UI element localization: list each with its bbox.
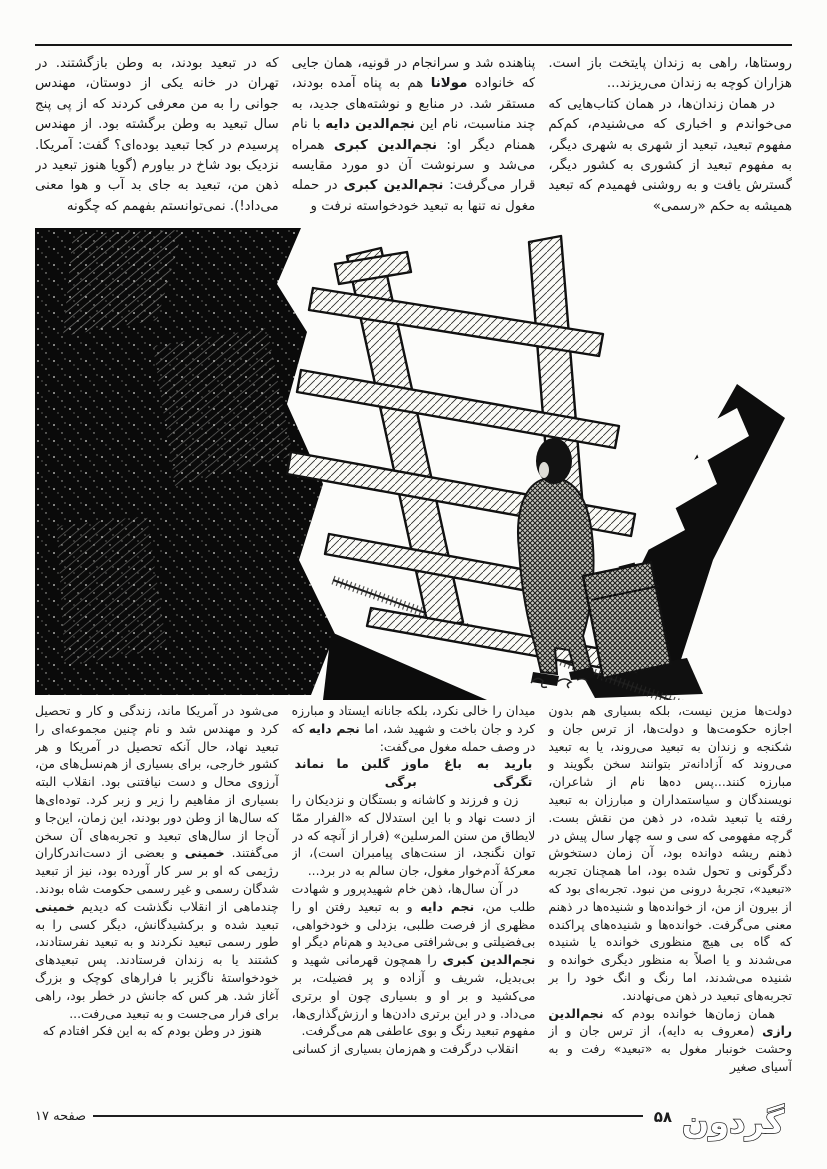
top-column-middle xyxy=(292,54,536,226)
top-column-left xyxy=(35,54,279,226)
verse-line: بارید به باغ ما تگرگی وز گلبن ما نماند برگی xyxy=(294,756,533,790)
top-column-right xyxy=(548,54,792,226)
footer-rule xyxy=(93,1115,643,1117)
paragraph: دولت‌ها مزین نیست، بلکه بسیاری هم بدون اجازه حکومت‌ها و دولت‌ها، از ترس جان و شکنجه و زندان به تبعید می‌روند، یا به تبعید می‌روند که آزادانه‌تر بتوانند سخن بگویند و مبارزه کنند...پس ده‌ها نام از شاعران، نویسندگان و سیاستمداران و مبارزان به تبعید رفته یا تبعید شده، در ذهن من نقش بست. گرچه مفهومی که سی و سه چهار سال پیش در ذهنم ریشه دوانده بود، آن زمان دستخوش دگرگونی و تحول شده بود، اما همچنان تجربه «تبعید»، تجربهٔ درونی من نبود. تجربه‌ای بود که از بیرون از من، از خوانده‌ها و شنیده‌ها در ذهنم معنی می‌گرفت. خوانده‌ها و شنیده‌های پراکنده که گاه بی هیچ منظوری خوانده یا شنیده می‌شدند و یا اصلاً به منظور دیگری خوانده و شنیده می‌شدند، اما رنگ و انگ خود را بر تجربه‌های تبعید در ذهن می‌نهادند. xyxy=(548,703,792,1003)
paragraph: انقلاب درگرفت و هم‌زمان بسیاری از کسانی xyxy=(292,1041,519,1057)
paragraph: روستاها، راهی به زندان پایتخت باز است. هزاران کوچه به زندان می‌ریزند... xyxy=(548,56,792,92)
paragraph: که در تبعید بودند، به وطن بازگشتند. در تهران در خانه یکی از دوستان، مهندس جوانی را به من معرفی کردند که از پی پنج سال تبعید به وطن برگشته بود. از مهندس پرسیدم در کجا تبعید بوده‌ای؟ گفت: آمریکا. نزدیک بود شاخ در بیاورم (گویا هنوز تبعید در ذهن من، تبعید به جای بد آب و هوا معنی می‌داد!). نمی‌توانستم بفهمم که چگونه xyxy=(35,56,279,214)
paragraph: می‌شود در آمریکا ماند، زندگی و کار و تحصیل کرد و مهندس شد و نام چنین مجموعه‌ای را تبعید نهاد، حال آنکه تحصیل در آمریکا و هر کشور خارجی، برای بسیاری از هم‌نسل‌های من، آرزوی محال و دست نیافتنی بود. انقلاب البته بسیاری از مفاهیم را زیر و زبر کرد. توده‌ای‌ها که سال‌ها از وطن دور بودند، این زمان، این‌جا و آن‌جا از سال‌های تبعید و تجربه‌های آن سخن می‌گفتند. خمینی و بعضی از دست‌اندرکاران رژیمی که او بر سر کار آورده بود، نیز از تبعید شدگان رسمی و غیر رسمی حکومت شاه بودند. چندماهی از انقلاب نگذشت که دیدیم خمینی تبعید شده و برکشیدگانش، دیگر کسی را به طور رسمی تبعید نکردند و به تبعید نفرستادند، کشتند یا به زندان فرستادند. پس تبعیدهای خودخواستهٔ ناگزیر با فرارهای کوچک و بزرگ آغاز شد. هر کس که جانش در خطر بود، راهی برای فرار می‌جست و به تبعید می‌رفت... xyxy=(35,703,279,1021)
bottom-text-section xyxy=(35,702,792,1094)
top-text-section xyxy=(35,54,792,226)
bottom-column-left xyxy=(35,702,279,1094)
magazine-logo xyxy=(674,1100,792,1146)
paragraph: زن و فرزند و کاشانه و بستگان و نزدیکان را از دست نهاد و با این استدلال که «الفرار ممّا لایطاق من سنن المرسلین» (فرار از آنچه که در توان نگنجد، از سنت‌های پیامبران است)، از معرکهٔ آدم‌خوار مغول، جان سالم به در برد... xyxy=(291,791,536,879)
paragraph: در همان زندان‌ها، در همان کتاب‌هایی که می‌خواندم و اخباری که می‌شنیدم، کم‌کم مفهوم تبعید، تبعید از شهری به شهری دیگر، به مفهوم تبعید از کشوری به کشور دیگر، گسترش یافت و به روشنی فهمیدم که تبعید همیشه به حکم «رسمی» xyxy=(548,96,792,214)
paragraph: پناهنده شد و سرانجام در قونیه، همان جایی که خانواده مولانا هم به پناه آمده بودند، مستقر شد. در منابع و نوشته‌های جدید، به چند مناسبت، نام این نجم‌الدین دایه با نام همنام دیگر او: نجم‌الدین کبری همراه می‌شد و سرنوشت آن دو مورد مقایسه قرار می‌گرفت: نجم‌الدین کبری در حمله مغول نه تنها به تبعید خودخواسته نرفت و xyxy=(291,56,536,214)
header-rule xyxy=(35,44,792,46)
magazine-logo-text: گردون xyxy=(681,1103,785,1141)
ladder-exile-illustration xyxy=(35,228,792,700)
bottom-column-middle xyxy=(292,702,536,1094)
page-number-label: صفحه ۱۷ xyxy=(35,1108,87,1124)
paragraph: در آن سال‌ها، ذهن خام شهیدپرور و شهادت طلب من، نجم دایه و به تبعید رفتن او را مظهری از فرصت طلبی، بزدلی و خودخواهی، بی‌فضیلتی و بی‌شرافتی می‌دید و هم‌نام دیگر او نجم‌الدین کبری را همچون قهرمانی شهید و بی‌بدیل، شریف و آزاده و پر فضیلت، بر می‌کشید و بر او و بسیاری چون او برتری می‌داد. و در این برتری دادن‌ها و ارزش‌گذاری‌ها، مفهوم تبعید رنگ و بوی عاطفی هم می‌گرفت. xyxy=(291,880,536,1039)
man-head xyxy=(536,438,572,484)
bottom-column-right xyxy=(548,702,792,1094)
paragraph: میدان را خالی نکرد، بلکه جانانه ایستاد و مبارزه کرد و جان باخت و شهید شد، اما نجم دایه که در وصف حمله مغول می‌گفت: xyxy=(291,703,536,754)
page-footer xyxy=(35,1100,792,1146)
paragraph: همان زمان‌ها خوانده بودم که نجم‌الدین رازی (معروف به دایه)، از ترس جان و از وحشت خونبار مغول به «تبعید» رفت و به آسیای صغیر xyxy=(548,1005,792,1074)
paragraph: هنوز در وطن بودم که به این فکر افتادم که xyxy=(42,1023,262,1039)
issue-number: ۵۸ xyxy=(653,1108,672,1126)
